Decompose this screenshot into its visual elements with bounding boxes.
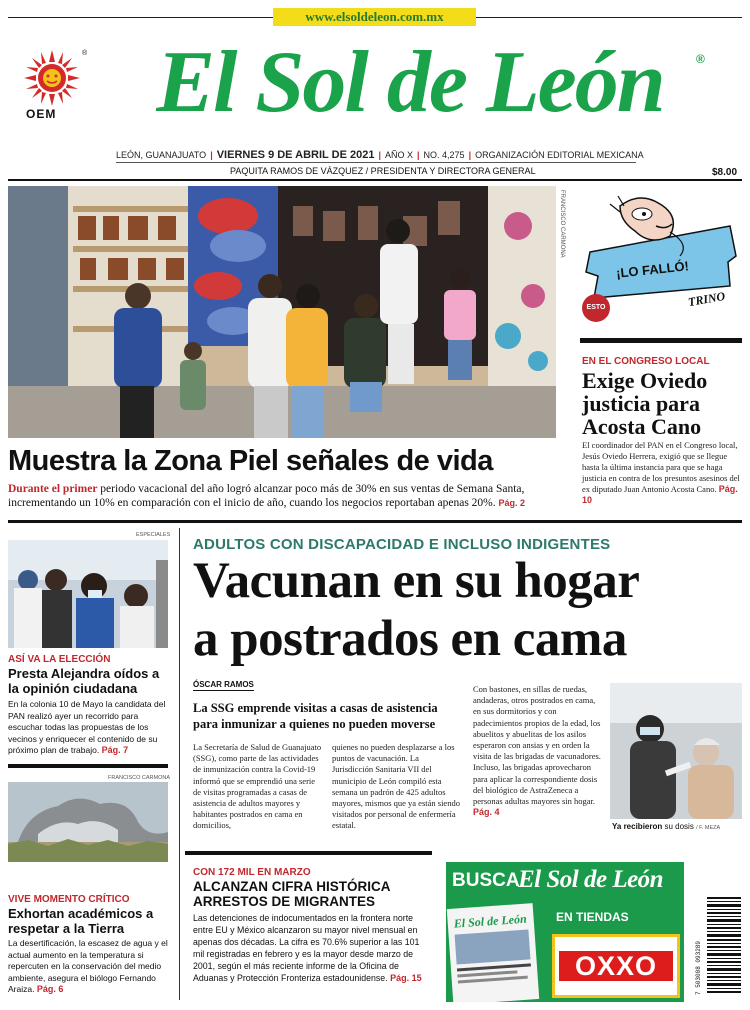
left-story-1-page-link[interactable]: Pág. 7 [101,745,129,755]
main-story-subhead: La SSG emprende visitas a casas de asistencia para inmunizar a quienes no pueden moverse [193,701,438,731]
left-photo-2-credit: FRANCISCO CARMONA [108,775,171,781]
price: $8.00 [712,167,738,178]
ad-paper-photo [455,929,531,964]
main-story-headline[interactable] [193,552,745,668]
dateline-rule [116,162,636,163]
column-divider [179,528,180,1000]
migrants-text: Las detenciones de indocumentados en la frontera norte entre EU y México alcanzaron su mayor nivel mensual en apenas dos décadas. La cifra es 70.6% superior a las 101 mil registradas en febrero y es la mayor desde marzo de 2001, según el más reciente informe de la Oficina de Aduanas y Protección Fronteriza estadounidense. [193,913,420,983]
masthead-registered-mark: ® [696,52,705,66]
ad-paper-line [458,976,528,984]
left-story-2-kicker: VIVE MOMENTO CRÍTICO [8,894,130,905]
right-story-headline[interactable]: Exige Oviedo justicia para Acosta Cano [582,368,708,439]
caption-bold: Ya recibieron [612,822,663,831]
main-story-column-2: quienes no pueden desplazarse a los puntos de vacunación. La Jurisdicción Sanitaria VII del municipio de León compiló esta semana un padrón de 425 adultos mayores, mismos que ya están siendo visitados por personal de enfermería estatal. [332,742,460,831]
vaccination-photo-caption [612,822,720,831]
dateline-number: NO. 4,275 [423,150,465,160]
ad-busca: BUSCA [452,870,520,891]
main-story-headline-line-1: Vacunan en su hogar [193,553,640,609]
ad-newspaper-image [447,903,539,1002]
cartoon-speech: ¡LO FALLÓ! [615,258,690,281]
ad-paper-title: El Sol de León [453,911,528,931]
main-story-kicker: ADULTOS CON DISCAPACIDAD E INCLUSO INDIGENTES [193,536,611,553]
caption-text: su dosis [662,822,694,831]
oxxo-logo [552,934,680,998]
oem-sun-logo-icon [24,50,80,106]
left-story-1-kicker: ASÍ VA LA ELECCIÓN [8,654,111,665]
dateline-date: VIERNES 9 DE ABRIL DE 2021 [216,149,375,161]
left-story-2-page-link[interactable]: Pág. 6 [36,984,64,994]
candidate-photo[interactable] [8,540,168,648]
main-story-column-3 [473,684,603,818]
cartoon-signature: TRINO [686,288,727,310]
left-story-1-body [8,699,168,757]
header-bottom-rule [8,179,742,181]
main-story-byline: ÓSCAR RAMOS [193,680,254,689]
left-story-2-body [8,938,168,996]
main-story-headline-line-2: a postrados en cama [193,611,627,667]
migrants-body [193,912,433,984]
left-column-rule [8,764,168,768]
right-story-body [582,440,742,506]
dateline-city: LEÓN, GUANAJUATO [116,150,207,160]
oem-registered-mark: ® [82,50,88,57]
left-story-1-text: En la colonia 10 de Mayo la candidata del PAN realizó ayer un recorrido para escuchar todas las propuestas de los vecinos y enriquecer el contenido de su próximo plan de trabajo. [8,699,166,755]
dateline: LEÓN, GUANAJUATO | VIERNES 9 DE ABRIL DE 2021 | AÑO X | NO. 4,275 | ORGANIZACIÓN EDITORIAL MEXICANA [116,149,644,161]
lead-headline[interactable]: Muestra la Zona Piel señales de vida [8,445,493,477]
lead-summary [8,482,556,510]
left-story-2-headline[interactable]: Exhortan académicos a respetar a la Tierra [8,906,154,936]
lead-page-link[interactable]: Pág. 2 [498,498,526,508]
masthead-title[interactable]: El Sol de León [156,34,664,131]
dateline-year: AÑO X [384,150,413,160]
caption-credit: / F. MEZA [696,825,721,831]
ad-paper-line [457,963,531,971]
migrants-page-link[interactable]: Pág. 15 [390,973,422,983]
right-column-rule [580,338,742,343]
right-story-text: El coordinador del PAN en el Congreso local, Jesús Oviedo Herrera, exigió que se llegue hasta la última instancia para que se haga justicia en contra de los presuntos asesinos del ex diputado Juan Antonio Acosta Cano. [582,440,740,494]
left-photo-1-credit: ESPECIALES [136,532,171,538]
oem-label: OEM [26,107,57,121]
oxxo-ad[interactable] [446,862,684,1002]
ad-en-tiendas: EN TIENDAS [556,910,629,924]
dateline-organization: ORGANIZACIÓN EDITORIAL MEXICANA [475,150,644,160]
migrants-kicker: CON 172 MIL EN MARZO [193,867,311,878]
lead-summary-text: periodo vacacional del año logró alcanzar poco más de 30% en sus ventas de Semana Santa, incrementando un 10% en comparación con el inicio de año, cuando los negocios reportaban apenas 20%. [8,483,525,509]
fire-landscape-photo[interactable] [8,782,168,862]
barcode-icon [697,895,742,995]
lead-photo-credit: FRANCISCO CARMONA [559,190,565,258]
ad-logo: El Sol de León [518,866,664,893]
migrants-rule [185,851,432,855]
left-story-2-text: La desertificación, la escasez de agua y el actual aumento en la temperatura si repercuten en la conservación del medio ambiente, asegura el biólogo Fernando Araiza. [8,938,168,994]
lead-summary-red: Durante el primer [8,483,98,495]
oxxo-logo-text: OXXO [559,951,673,981]
main-story-column-1: La Secretaría de Salud de Guanajuato (SSG), como parte de las actividades de inmunización contra la Covid-19 informó que se emprendió una serie de visitas programadas a casas de asistencia de adultos mayores y habitantes postrados en cama en domicilios, [193,742,322,831]
main-story-column-3-text: Con bastones, en sillas de ruedas, andaderas, otros postrados en cama, en sus dormitorios y con padecimientos propios de la edad, los abuelitos y abuelitas de los asilos esperaron con ansias y en orden la visita de las brigadas de vacunadores. Incluso, las brigadas aprovecharon para aplicar la correspondiente dosis del biológico de AstraZeneca a personas adultas mayores sin hogar. [473,684,601,807]
section-rule [8,520,742,523]
right-story-page-link[interactable]: Pág. 10 [582,484,738,505]
director-line: PAQUITA RAMOS DE VÁZQUEZ / PRESIDENTA Y DIRECTORA GENERAL [230,166,536,176]
migrants-headline[interactable]: ALCANZAN CIFRA HISTÓRICA ARRESTOS DE MIGRANTES [193,879,390,909]
leather-zone-shop-photo[interactable] [8,186,556,438]
esto-badge[interactable]: ESTO [582,294,610,322]
vaccination-photo[interactable] [610,683,742,819]
main-story-page-link[interactable]: Pág. 4 [473,807,500,818]
barcode-number: 7 503008 093289 [695,940,702,995]
left-story-1-headline[interactable]: Presta Alejandra oídos a la opinión ciudadana [8,666,160,696]
right-story-kicker: EN EL CONGRESO LOCAL [582,356,710,367]
website-url[interactable]: www.elsoldeleon.com.mx [273,8,476,26]
